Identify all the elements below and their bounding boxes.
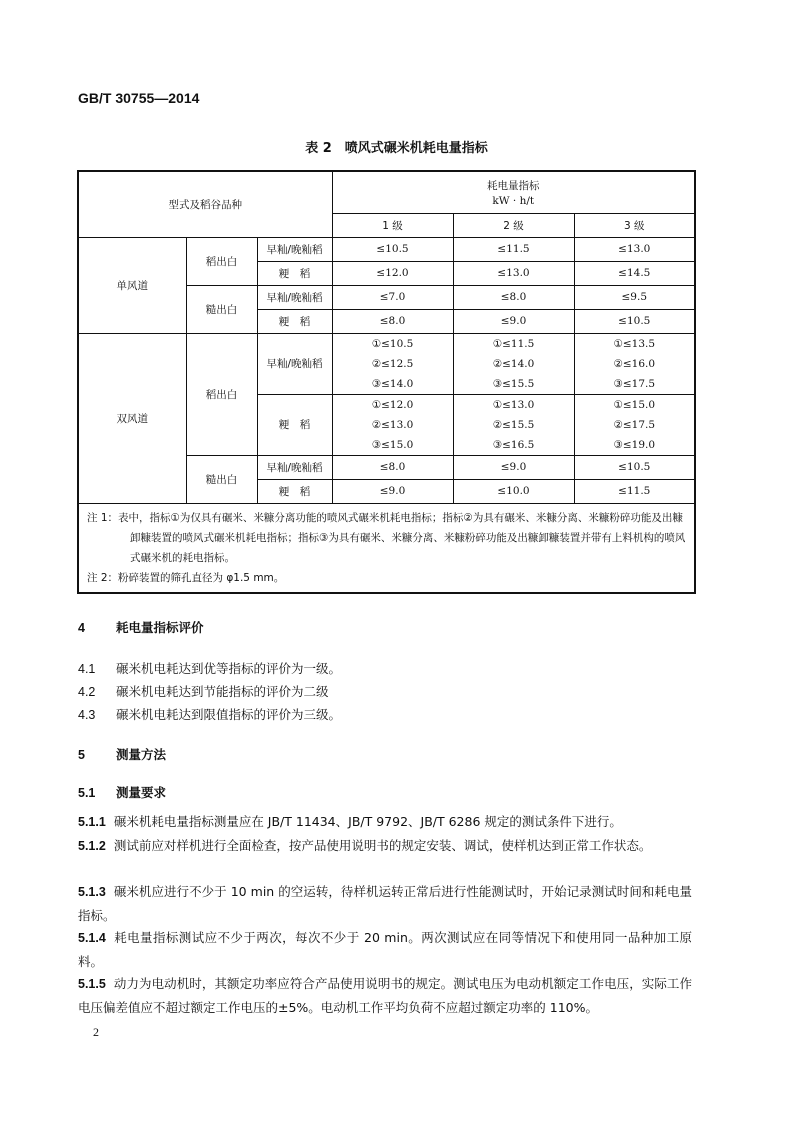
- section-4-heading: 4 耗电量指标评价: [78, 620, 204, 635]
- value-cell: ≤10.0: [453, 479, 574, 503]
- variety-cell: 早籼/晚籼稻: [257, 285, 332, 309]
- header-metric: 耗电量指标 kW · h/t: [332, 171, 695, 213]
- indica-label: 稻出白: [186, 237, 257, 285]
- section-5-1-heading: 5.1 测量要求: [78, 785, 167, 800]
- page-number: 2: [93, 1025, 99, 1039]
- header-grade-1: 1 级: [332, 213, 453, 237]
- value-cell: ≤10.5: [332, 237, 453, 261]
- value-cell: ≤14.5: [574, 261, 695, 285]
- header-grade-2: 2 级: [453, 213, 574, 237]
- value-cell: ≤9.0: [332, 479, 453, 503]
- value-cell: ≤8.0: [332, 309, 453, 333]
- value-cell: ①≤15.0 ②≤17.5 ③≤19.0: [574, 394, 695, 455]
- section-5-heading: 5 测量方法: [78, 747, 167, 762]
- clause-5-1-4: 5.1.4 耗电量指标测试应不少于两次，每次不少于 20 min。两次测试应在同等情况下和使用同一品种加工原料。: [78, 930, 692, 969]
- japonica-label: 糙出白: [186, 285, 257, 333]
- power-consumption-table: [77, 170, 694, 594]
- clause-4-1: 4.1 碾米机电耗达到优等指标的评价为一级。: [78, 661, 342, 676]
- value-cell: ≤13.0: [453, 261, 574, 285]
- table-note-2: 注 2：粉碎装置的筛孔直径为 φ1.5 mm。: [87, 571, 285, 584]
- value-cell: ①≤13.0 ②≤15.5 ③≤16.5: [453, 394, 574, 455]
- header-grade-3: 3 级: [574, 213, 695, 237]
- variety-cell: 早籼/晚籼稻: [257, 237, 332, 261]
- value-cell: ①≤13.5 ②≤16.0 ③≤17.5: [574, 333, 695, 394]
- document-code: GB/T 30755—2014: [78, 90, 200, 106]
- value-cell: ≤9.5: [574, 285, 695, 309]
- value-cell: ≤9.0: [453, 455, 574, 479]
- clause-5-1-5: 5.1.5 动力为电动机时，其额定功率应符合产品使用说明书的规定。测试电压为电动机额定工作电压，实际工作电压偏差值应不超过额定工作电压的±5%。电动机工作平均负荷不应超过额定功率的 110%。: [78, 976, 692, 1015]
- double-duct-label: 双风道: [78, 333, 186, 503]
- variety-cell: 粳 稻: [257, 394, 332, 455]
- value-cell: ≤9.0: [453, 309, 574, 333]
- table-note-1: 注 1：表中，指标①为仅具有碾米、米糠分离功能的喷风式碾米机耗电指标；指标②为具有碾米、米糠分离、米糠粉碎功能及出糠卸糠装置的喷风式碾米机耗电指标；指标③为具有碾米、米糠分离、米糠粉碎功能及出糠卸糠装置并带有上料机构的喷风式碾米机的耗电指标。: [87, 511, 686, 564]
- clause-5-1-1: 5.1.1 碾米机耗电量指标测量应在 JB/T 11434、JB/T 9792、JB/T 6286 规定的测试条件下进行。: [78, 814, 622, 829]
- japonica-label: 糙出白: [186, 455, 257, 503]
- table-row: [78, 333, 695, 394]
- indica-label: 稻出白: [186, 333, 257, 455]
- clause-5-1-3: 5.1.3 碾米机应进行不少于 10 min 的空运转，待样机运转正常后进行性能测试时，开始记录测试时间和耗电量指标。: [78, 884, 692, 923]
- variety-cell: 粳 稻: [257, 309, 332, 333]
- variety-cell: 粳 稻: [257, 479, 332, 503]
- value-cell: ≤8.0: [332, 455, 453, 479]
- variety-cell: 粳 稻: [257, 261, 332, 285]
- value-cell: ≤7.0: [332, 285, 453, 309]
- value-cell: ≤11.5: [453, 237, 574, 261]
- table-notes: [78, 503, 695, 593]
- variety-cell: 早籼/晚籼稻: [257, 333, 332, 394]
- table-row: [78, 237, 695, 261]
- single-duct-label: 单风道: [78, 237, 186, 333]
- clause-5-1-2: 5.1.2 测试前应对样机进行全面检查，按产品使用说明书的规定安装、调试，使样机达到正常工作状态。: [78, 838, 652, 853]
- clause-4-3: 4.3 碾米机电耗达到限值指标的评价为三级。: [78, 707, 342, 722]
- value-cell: ≤10.5: [574, 455, 695, 479]
- value-cell: ≤8.0: [453, 285, 574, 309]
- value-cell: ≤11.5: [574, 479, 695, 503]
- header-type: 型式及稻谷品种: [78, 171, 332, 237]
- value-cell: ≤10.5: [574, 309, 695, 333]
- value-cell: ①≤12.0 ②≤13.0 ③≤15.0: [332, 394, 453, 455]
- value-cell: ①≤10.5 ②≤12.5 ③≤14.0: [332, 333, 453, 394]
- variety-cell: 早籼/晚籼稻: [257, 455, 332, 479]
- clause-4-2: 4.2 碾米机电耗达到节能指标的评价为二级: [78, 684, 329, 699]
- value-cell: ≤13.0: [574, 237, 695, 261]
- value-cell: ①≤11.5 ②≤14.0 ③≤15.5: [453, 333, 574, 394]
- value-cell: ≤12.0: [332, 261, 453, 285]
- table-title: 表 2 喷风式碾米机耗电量指标: [305, 141, 488, 156]
